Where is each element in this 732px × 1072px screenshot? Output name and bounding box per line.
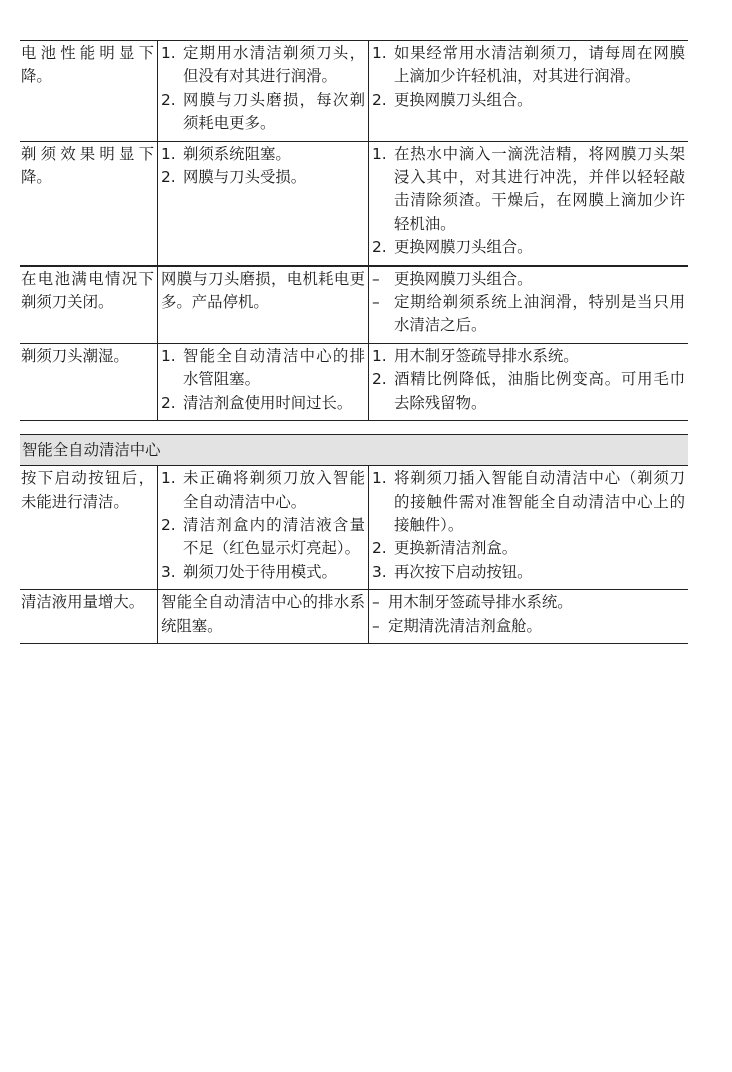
list-item (372, 561, 685, 584)
item-number: 1. (372, 44, 387, 62)
item-text: 网膜与刀头受损。 (183, 168, 307, 187)
symptom-cell (20, 343, 158, 420)
list-item (372, 591, 685, 614)
item-text: 更换网膜刀头组合。 (394, 238, 533, 257)
list-item (372, 615, 685, 638)
remedy-cell (369, 41, 689, 142)
list-item (372, 236, 685, 259)
item-number: 2. (372, 238, 387, 257)
item-number: 2. (372, 370, 387, 389)
item-dash: – (372, 269, 380, 288)
list-item (161, 42, 365, 89)
table-row (20, 266, 688, 344)
remedy-cell (369, 466, 689, 590)
table-row (20, 466, 688, 590)
symptom-cell (20, 266, 158, 344)
item-number: 1. (372, 144, 387, 163)
list-item (161, 561, 365, 584)
cause-list (161, 467, 365, 584)
remedy-list (372, 345, 685, 415)
remedy-cell (369, 343, 689, 420)
troubleshooting-sheet (20, 40, 688, 644)
remedy-cell (369, 141, 689, 266)
remedy-list (372, 467, 685, 584)
cause-cell (158, 41, 369, 142)
item-text: 在热水中滴入一滴洗洁精，将网膜刀头架浸入其中，对其进行冲洗，并伴以轻轻敲击清除须渣。干燥后，在网膜上滴加少许轻机油。 (394, 144, 685, 233)
list-item (372, 268, 685, 291)
list-item (161, 514, 365, 561)
cause-list (161, 345, 365, 415)
cause-cell (158, 466, 369, 590)
symptom-cell (20, 41, 158, 142)
symptom-text: 在电池满电情况下剃须刀关闭。 (21, 269, 154, 312)
table-row (20, 41, 688, 142)
list-item (372, 537, 685, 560)
cause-text: 智能全自动清洁中心的排水系统阻塞。 (161, 593, 365, 635)
item-text: 清洁剂盒使用时间过长。 (183, 393, 353, 412)
list-item (161, 166, 365, 189)
list-item (161, 345, 365, 392)
table-row (20, 141, 688, 266)
item-text: 更换网膜刀头组合。 (394, 90, 533, 109)
item-text: 剃须刀处于待用模式。 (183, 562, 337, 581)
section-heading: 智能全自动清洁中心 (20, 434, 688, 466)
symptom-text: 电池性能明显下降。 (21, 44, 154, 86)
symptom-text: 按下启动按钮后，未能进行清洁。 (21, 469, 154, 511)
item-number: 2. (372, 539, 387, 558)
list-item (372, 143, 685, 237)
cause-list (161, 42, 365, 136)
item-text: 未正确将剃须刀放入智能全自动清洁中心。 (183, 469, 365, 511)
item-number: 3. (161, 562, 176, 581)
list-item (161, 467, 365, 514)
list-item (372, 42, 685, 89)
item-dash: – (372, 616, 380, 635)
list-item (161, 392, 365, 415)
cause-list (161, 143, 365, 190)
item-text: 剃须系统阻塞。 (183, 144, 291, 163)
remedy-cell (369, 590, 689, 644)
symptom-cell (20, 466, 158, 590)
item-text: 定期清洗清洁剂盒舱。 (388, 616, 542, 635)
item-text: 智能全自动清洁中心的排水管阻塞。 (183, 346, 365, 389)
symptom-cell (20, 141, 158, 266)
table-row (20, 343, 688, 420)
item-text: 再次按下启动按钮。 (394, 562, 533, 581)
remedy-cell (369, 266, 689, 344)
troubleshooting-table-cleaning-center (20, 466, 688, 644)
remedy-list (372, 268, 685, 338)
item-dash: – (372, 293, 380, 312)
item-text: 将剃须刀插入智能自动清洁中心（剃须刀的接触件需对准智能全自动清洁中心上的接触件）。 (394, 469, 685, 534)
item-number: 1. (372, 346, 387, 365)
item-text: 如果经常用水清洁剃须刀，请每周在网膜上滴加少许轻机油，对其进行润滑。 (394, 44, 685, 86)
table-row (20, 590, 688, 644)
item-number: 1. (372, 469, 387, 488)
item-number: 2. (161, 90, 176, 109)
item-text: 网膜与刀头磨损，每次剃须耗电更多。 (183, 90, 365, 133)
symptom-text: 清洁液用量增大。 (21, 593, 145, 612)
item-number: 2. (372, 90, 387, 109)
list-item (372, 467, 685, 537)
list-item (372, 89, 685, 112)
item-text: 定期给剃须系统上油润滑，特别是当只用水清洁之后。 (394, 293, 685, 335)
item-number: 2. (161, 168, 176, 187)
symptom-cell (20, 590, 158, 644)
item-number: 1. (161, 144, 176, 163)
item-number: 1. (161, 346, 176, 365)
remedy-list (372, 143, 685, 260)
troubleshooting-table-shaver (20, 40, 688, 421)
item-number: 2. (161, 515, 176, 534)
list-item (372, 345, 685, 368)
section-spacer (20, 421, 688, 434)
item-number: 1. (161, 469, 176, 488)
item-text: 更换新清洁剂盒。 (394, 539, 518, 558)
item-text: 用木制牙签疏导排水系统。 (388, 593, 573, 612)
list-item (372, 291, 685, 338)
list-item (161, 143, 365, 166)
remedy-list (372, 591, 685, 638)
item-text: 定期用水清洁剃须刀头，但没有对其进行润滑。 (183, 44, 365, 86)
symptom-text: 剃须刀头潮湿。 (21, 346, 129, 365)
cause-cell (158, 141, 369, 266)
list-item (161, 89, 365, 136)
item-dash: – (372, 593, 380, 612)
list-item (372, 368, 685, 415)
symptom-text: 剃须效果明显下降。 (21, 144, 154, 187)
item-text: 清洁剂盒内的清洁液含量不足（红色显示灯亮起）。 (183, 515, 365, 558)
cause-cell (158, 590, 369, 644)
item-text: 酒精比例降低，油脂比例变高。可用毛巾去除残留物。 (394, 370, 685, 412)
item-number: 2. (161, 393, 176, 412)
item-number: 3. (372, 562, 387, 581)
cause-text: 网膜与刀头磨损，电机耗电更多。产品停机。 (161, 269, 365, 312)
cause-cell (158, 343, 369, 420)
item-number: 1. (161, 44, 176, 62)
remedy-list (372, 42, 685, 112)
item-text: 用木制牙签疏导排水系统。 (394, 346, 579, 365)
item-text: 更换网膜刀头组合。 (394, 269, 533, 288)
cause-cell (158, 266, 369, 344)
